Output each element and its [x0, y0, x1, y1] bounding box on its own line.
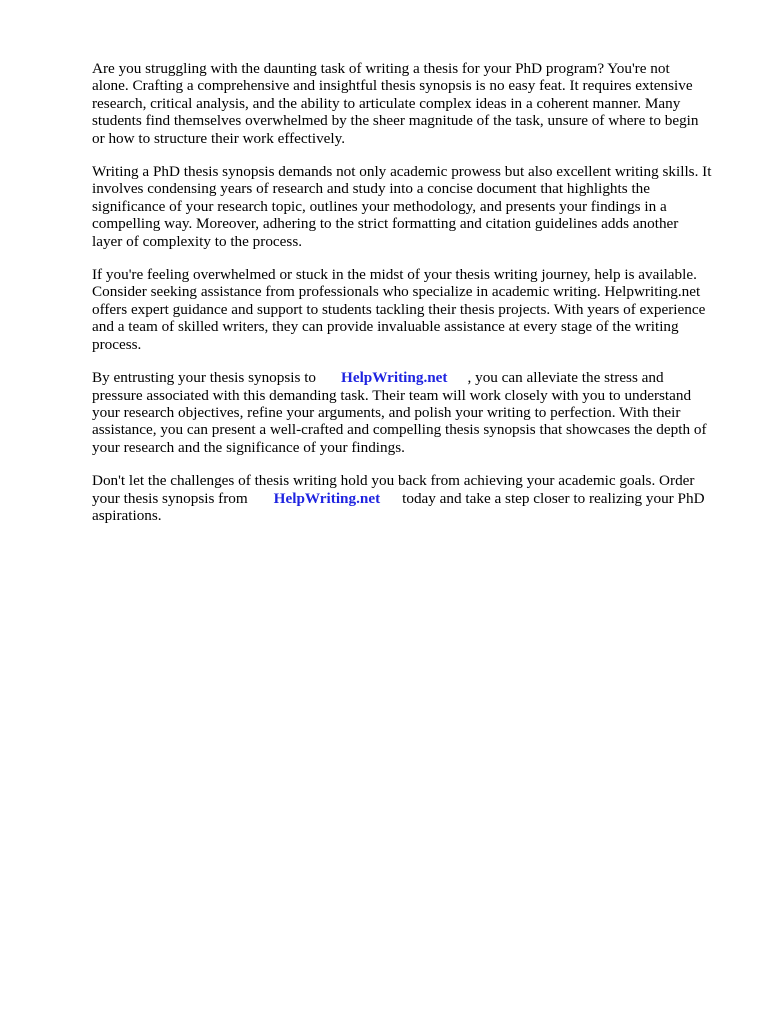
paragraph-4 — [92, 369, 732, 456]
paragraph-5-text-after: today and take a step closer to realizing your PhD aspirations. — [92, 489, 705, 524]
document-page — [92, 60, 732, 540]
paragraph-1: Are you struggling with the daunting task of writing a thesis for your PhD program? You're not alone. Crafting a comprehensive and insightful thesis synopsis is no easy feat. It requires extensive research, critical analysis, and the ability to articulate complex ideas in a coherent manner. Many students find themselves overwhelmed by the sheer magnitude of the task, unsure of where to begin or how to structure their work effectively. — [92, 60, 699, 147]
paragraph-5-text-before: Don't let the challenges of thesis writing hold you back from achieving your academic goals. Order your thesis synopsis from — [92, 472, 695, 507]
helpwriting-link[interactable]: HelpWriting.net — [341, 369, 448, 387]
paragraph-5 — [92, 472, 732, 524]
helpwriting-link[interactable]: HelpWriting.net — [273, 489, 381, 507]
paragraph-3: If you're feeling overwhelmed or stuck in the midst of your thesis writing journey, help is available. Consider seeking assistance from professionals who specialize in academic writing. Helpwriting.net offers expert guidance and support to students tackling their thesis projects. With years of experience and a team of skilled writers, they can provide invaluable assistance at every stage of the writing process. — [92, 266, 706, 353]
paragraph-2: Writing a PhD thesis synopsis demands not only academic prowess but also excellent writing skills. It involves condensing years of research and study into a concise document that highlights the significance of your research topic, outlines your methodology, and presents your findings in a compelling way. Moreover, adhering to the strict formatting and citation guidelines adds another layer of complexity to the process. — [92, 163, 712, 250]
paragraph-4-text-before: By entrusting your thesis synopsis to — [92, 369, 317, 387]
paragraph-4-text-after: , you can alleviate the stress and pressure associated with this demanding task. Their team will work closely with you to understand your research objectives, refine your arguments, and polish your writing to perfection. With their assistance, you can present a well-crafted and compelling thesis synopsis that showcases the depth of your research and the significance of your findings. — [92, 369, 707, 456]
